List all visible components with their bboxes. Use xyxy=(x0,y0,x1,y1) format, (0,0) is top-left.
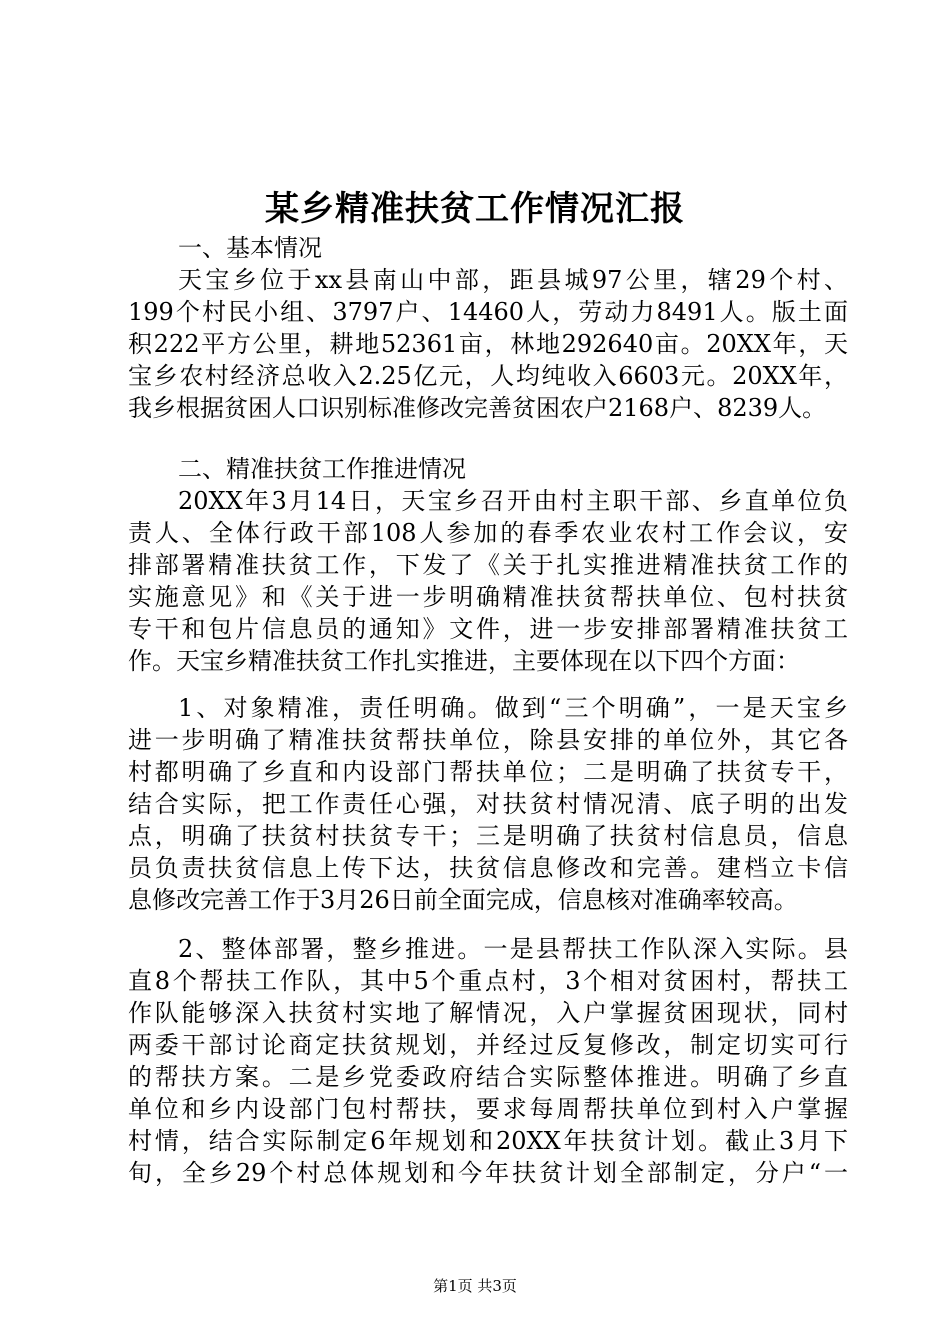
paragraph-line: 责人、全体行政干部108人参加的春季农业农村工作会议，安 xyxy=(128,519,848,547)
paragraph-line: 员负责扶贫信息上传下达，扶贫信息修改和完善。建档立卡信 xyxy=(128,854,848,882)
point-1 xyxy=(128,692,848,916)
paragraph-line: 专干和包片信息员的通知》文件，进一步安排部署精准扶贫工 xyxy=(128,615,848,643)
paragraph-line: 单位和乡内设部门包村帮扶，要求每周帮扶单位到村入户掌握 xyxy=(128,1095,848,1123)
paragraph-line: 点，明确了扶贫村扶贫专干；三是明确了扶贫村信息员，信息 xyxy=(128,822,848,850)
paragraph-line: 排部署精准扶贫工作，下发了《关于扎实推进精准扶贫工作的 xyxy=(128,551,848,579)
page-footer: 第1页 共3页 xyxy=(433,1277,517,1295)
paragraph-line: 天宝乡位于xx县南山中部，距县城97公里，辖29个村、 xyxy=(178,266,848,294)
section-2 xyxy=(128,453,848,677)
paragraph-line: 2、整体部署，整乡推进。一是县帮扶工作队深入实际。县 xyxy=(178,935,848,963)
paragraph-line: 20XX年3月14日，天宝乡召开由村主职干部、乡直单位负 xyxy=(178,487,848,515)
paragraph-line: 村情，结合实际制定6年规划和20XX年扶贫计划。截止3月下 xyxy=(128,1127,848,1155)
paragraph-line: 旬，全乡29个村总体规划和今年扶贫计划全部制定，分户“一 xyxy=(128,1159,848,1187)
paragraph-line: 作。天宝乡精准扶贫工作扎实推进，主要体现在以下四个方面： xyxy=(128,647,800,675)
section-1-heading: 一、基本情况 xyxy=(178,234,322,262)
paragraph-line: 结合实际，把工作责任心强，对扶贫村情况清、底子明的出发 xyxy=(128,790,848,818)
paragraph-line: 息修改完善工作于3月26日前全面完成，信息核对准确率较高。 xyxy=(128,886,798,914)
point-2 xyxy=(128,933,848,1189)
paragraph-line: 宝乡农村经济总收入2.25亿元，人均纯收入6603元。20XX年， xyxy=(128,362,848,390)
paragraph-line: 积222平方公里，耕地52361亩，林地292640亩。20XX年，天 xyxy=(128,330,848,358)
paragraph-line: 进一步明确了精准扶贫帮扶单位，除县安排的单位外，其它各 xyxy=(128,726,848,754)
paragraph-line: 199个村民小组、3797户、14460人，劳动力8491人。版土面 xyxy=(128,298,848,326)
document-title: 某乡精准扶贫工作情况汇报 xyxy=(265,189,685,229)
paragraph-line: 的帮扶方案。二是乡党委政府结合实际整体推进。明确了乡直 xyxy=(128,1063,848,1091)
paragraph-line: 直8个帮扶工作队，其中5个重点村，3个相对贫困村，帮扶工 xyxy=(128,967,848,995)
paragraph-line: 实施意见》和《关于进一步明确精准扶贫帮扶单位、包村扶贫 xyxy=(128,583,848,611)
section-2-heading: 二、精准扶贫工作推进情况 xyxy=(178,455,466,483)
paragraph-line: 我乡根据贫困人口识别标准修改完善贫困农户2168户、8239人。 xyxy=(128,394,827,422)
paragraph-line: 两委干部讨论商定扶贫规划，并经过反复修改，制定切实可行 xyxy=(128,1031,848,1059)
paragraph-line: 1、对象精准，责任明确。做到“三个明确”，一是天宝乡 xyxy=(178,694,848,722)
paragraph-line: 作队能够深入扶贫村实地了解情况，入户掌握贫困现状，同村 xyxy=(128,999,848,1027)
paragraph-line: 村都明确了乡直和内设部门帮扶单位；二是明确了扶贫专干， xyxy=(128,758,848,786)
section-1 xyxy=(128,232,848,424)
